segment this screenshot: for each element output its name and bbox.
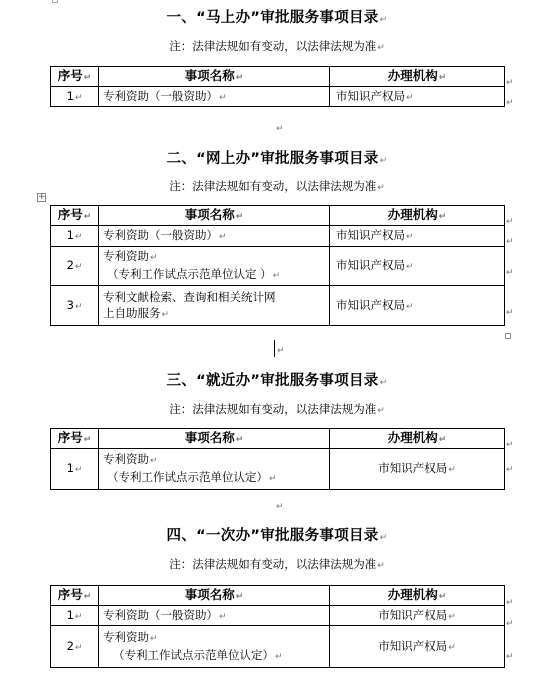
header-name: 事项名称↵ bbox=[99, 67, 330, 87]
section-4-table bbox=[50, 585, 505, 668]
row-end-mark: ↵ bbox=[506, 465, 514, 475]
row-name: 专利资助（一般资助）↵ bbox=[99, 226, 330, 247]
row-end-mark: ↵ bbox=[506, 619, 514, 629]
table-header-row bbox=[51, 206, 505, 226]
row-end-mark: ↵ bbox=[506, 308, 514, 318]
header-index: 序号↵ bbox=[51, 67, 99, 87]
table-move-handle[interactable]: + bbox=[38, 192, 46, 202]
paragraph-mark: ↵ bbox=[276, 124, 284, 134]
row-index: 1↵ bbox=[51, 606, 99, 626]
row-end-mark: ↵ bbox=[506, 78, 514, 88]
paragraph-mark: ↵ bbox=[276, 502, 284, 512]
table-row bbox=[51, 226, 505, 247]
paragraph-mark: ↵ bbox=[277, 346, 285, 356]
table-header-row bbox=[51, 67, 505, 87]
table-row bbox=[51, 626, 505, 668]
section-2-title: 二、“网上办”审批服务事项目录↵ bbox=[166, 151, 388, 167]
row-index: 1↵ bbox=[51, 226, 99, 247]
section-2-table bbox=[50, 205, 505, 326]
header-name: 事项名称↵ bbox=[99, 586, 330, 606]
section-1-table bbox=[50, 66, 505, 107]
table-row bbox=[51, 606, 505, 626]
table-row bbox=[51, 286, 505, 326]
row-name: 专利文献检索、查询和相关统计网 上自助服务↵ bbox=[99, 286, 330, 326]
text-cursor bbox=[274, 340, 275, 357]
section-1-note: 注：法律法规如有变动，以法律法规为准↵ bbox=[169, 39, 385, 53]
header-index: 序号↵ bbox=[51, 206, 99, 226]
row-name: 专利资助↵ （专利工作试点示范单位认定）↵ bbox=[99, 449, 330, 490]
row-end-mark: ↵ bbox=[506, 217, 514, 227]
section-3-note: 注：法律法规如有变动，以法律法规为准↵ bbox=[169, 402, 385, 416]
row-end-mark: ↵ bbox=[506, 652, 514, 662]
header-org: 办理机构↵ bbox=[330, 206, 505, 226]
section-3-title: 三、“就近办”审批服务事项目录↵ bbox=[166, 373, 388, 389]
table-resize-handle[interactable] bbox=[505, 333, 511, 339]
header-org: 办理机构↵ bbox=[330, 429, 505, 449]
row-name: 专利资助（一般资助）↵ bbox=[99, 606, 330, 626]
header-org: 办理机构↵ bbox=[330, 586, 505, 606]
row-index: 2↵ bbox=[51, 247, 99, 286]
row-index: 1↵ bbox=[51, 449, 99, 490]
header-name: 事项名称↵ bbox=[99, 429, 330, 449]
table-header-row bbox=[51, 429, 505, 449]
row-name: 专利资助（一般资助）↵ bbox=[99, 87, 330, 107]
row-end-mark: ↵ bbox=[506, 98, 514, 108]
section-4-title: 四、“一次办”审批服务事项目录↵ bbox=[166, 528, 388, 544]
row-org: 市知识产权局↵ bbox=[330, 449, 505, 490]
section-3-table bbox=[50, 428, 505, 490]
row-org: 市知识产权局↵ bbox=[330, 226, 505, 247]
row-index: 2↵ bbox=[51, 626, 99, 668]
header-index: 序号↵ bbox=[51, 586, 99, 606]
section-2-note: 注：法律法规如有变动，以法律法规为准↵ bbox=[169, 179, 385, 193]
header-name: 事项名称↵ bbox=[99, 206, 330, 226]
row-org: 市知识产权局↵ bbox=[330, 626, 505, 668]
row-end-mark: ↵ bbox=[506, 598, 514, 608]
row-org: 市知识产权局↵ bbox=[330, 247, 505, 286]
section-4-note: 注：法律法规如有变动，以法律法规为准↵ bbox=[169, 557, 385, 571]
row-end-mark: ↵ bbox=[506, 237, 514, 247]
table-row bbox=[51, 87, 505, 107]
row-org: 市知识产权局↵ bbox=[330, 286, 505, 326]
anchor-mark bbox=[52, 0, 58, 3]
section-1-title: 一、“马上办”审批服务事项目录↵ bbox=[166, 10, 388, 26]
header-index: 序号↵ bbox=[51, 429, 99, 449]
row-name: 专利资助↵ （专利工作试点示范单位认定）↵ bbox=[99, 626, 330, 668]
row-index: 3↵ bbox=[51, 286, 99, 326]
row-name: 专利资助↵ （专利工作试点示范单位认定 ）↵ bbox=[99, 247, 330, 286]
row-index: 1↵ bbox=[51, 87, 99, 107]
table-row bbox=[51, 449, 505, 490]
row-end-mark: ↵ bbox=[506, 440, 514, 450]
row-org: 市知识产权局↵ bbox=[330, 87, 505, 107]
row-org: 市知识产权局↵ bbox=[330, 606, 505, 626]
header-org: 办理机构↵ bbox=[330, 67, 505, 87]
table-row bbox=[51, 247, 505, 286]
row-end-mark: ↵ bbox=[506, 268, 514, 278]
table-header-row bbox=[51, 586, 505, 606]
